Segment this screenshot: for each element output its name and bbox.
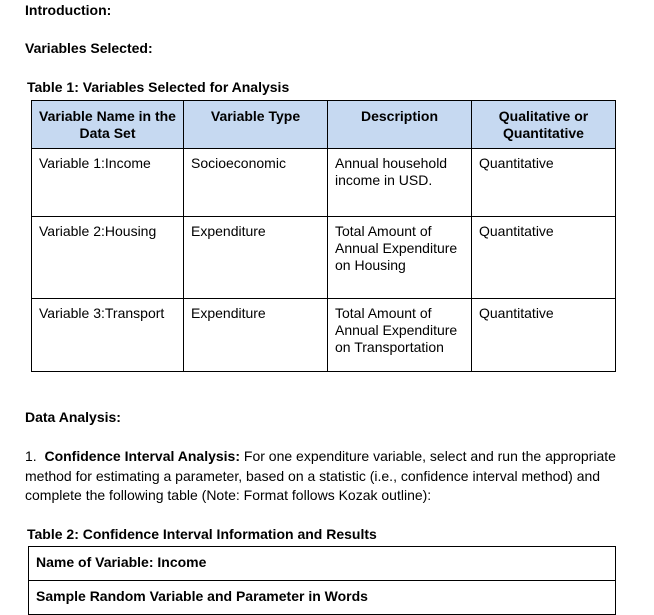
- cell-variable-type: Expenditure: [184, 299, 328, 372]
- heading-variables-selected: Variables Selected:: [25, 40, 153, 56]
- cell-description: Total Amount of Annual Expenditure on Housing: [328, 217, 472, 299]
- confidence-interval-table: [28, 546, 616, 615]
- cell-variable-name: Variable 2:Housing: [32, 217, 184, 299]
- cell-variable-name: Variable 3:Transport: [32, 299, 184, 372]
- cell-description: Annual household income in USD.: [328, 149, 472, 217]
- cell-random-variable: Sample Random Variable and Parameter in Words: [29, 581, 616, 615]
- header-variable-type: Variable Type: [184, 101, 328, 149]
- table-header-row: [32, 101, 616, 149]
- table2-caption: Table 2: Confidence Interval Information and Results: [27, 526, 377, 542]
- table-row: [32, 299, 616, 372]
- variables-table: [31, 100, 616, 372]
- question-1-title: Confidence Interval Analysis:: [44, 448, 241, 464]
- header-variable-name: Variable Name in the Data Set: [32, 101, 184, 149]
- table-row: [32, 217, 616, 299]
- header-qual-quant: Qualitative or Quantitative: [472, 101, 616, 149]
- question-1-number: 1.: [25, 448, 37, 464]
- question-1-body: For one expenditure variable, select and run the appropriate method for estimating a parameter, based on a statistic (i.e., confidence interval method) and complete the following table (Note: Format follows Kozak outline):: [25, 448, 616, 503]
- question-1-paragraph: [25, 447, 649, 506]
- cell-qual-quant: Quantitative: [472, 149, 616, 217]
- cell-variable-type: Socioeconomic: [184, 149, 328, 217]
- cell-qual-quant: Quantitative: [472, 217, 616, 299]
- table-row: [32, 149, 616, 217]
- table1-caption: Table 1: Variables Selected for Analysis: [27, 79, 290, 95]
- heading-data-analysis: Data Analysis:: [25, 409, 121, 425]
- cell-variable-name: Name of Variable: Income: [29, 547, 616, 581]
- header-description: Description: [328, 101, 472, 149]
- table-row: [29, 547, 616, 581]
- heading-introduction: Introduction:: [25, 2, 112, 18]
- cell-variable-name: Variable 1:Income: [32, 149, 184, 217]
- cell-description: Total Amount of Annual Expenditure on Transportation: [328, 299, 472, 372]
- table-row: [29, 581, 616, 615]
- cell-variable-type: Expenditure: [184, 217, 328, 299]
- cell-qual-quant: Quantitative: [472, 299, 616, 372]
